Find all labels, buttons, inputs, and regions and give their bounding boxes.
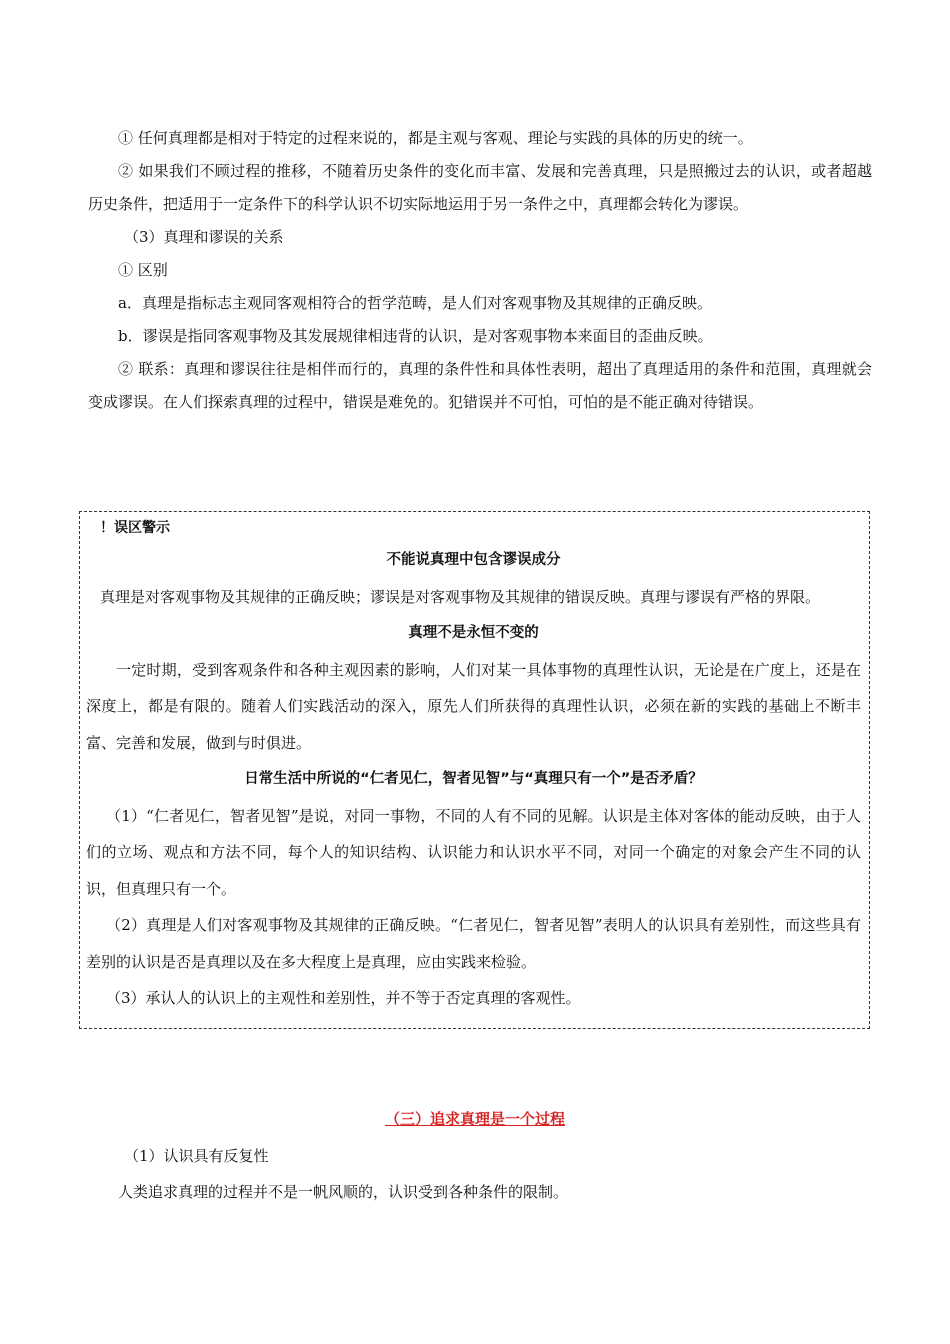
difference-b: b．谬误是指同客观事物及其发展规律相违背的认识，是对客观事物本来面目的歪曲反映。	[118, 327, 713, 345]
warning-title-1: 不能说真理中包含谬误成分	[386, 552, 561, 568]
warning-answer-2: （2）真理是人们对客观事物及其规律的正确反映。“仁者见仁，智者见智”表明人的认识具有差别性，而这些具有差别的认识是否是真理以及在多大程度上是真理，应由实践来检验。	[86, 916, 861, 971]
warning-answer-1: （1）“仁者见仁，智者见智”是说，对同一事物，不同的人有不同的见解。认识是主体对客体的能动反映，由于人们的立场、观点和方法不同，每个人的知识结构、认识能力和认识水平不同，对同一个确定的对象会产生不同的认识，但真理只有一个。	[86, 806, 861, 898]
warning-label: ！误区警示	[100, 520, 170, 536]
warning-paragraph-2: 一定时期，受到客观条件和各种主观因素的影响，人们对某一具体事物的真理性认识，无论是在广度上，还是在深度上，都是有限的。随着人们实践活动的深入，原先人们所获得的真理性认识，必须在新的实践的基础上不断丰富、完善和发展，做到与时俱进。	[86, 660, 861, 752]
warning-box	[79, 511, 870, 1029]
intro-section	[88, 122, 872, 419]
section-body	[88, 1138, 872, 1210]
point-2: ② 如果我们不顾过程的推移，不随着历史条件的变化而丰富、发展和完善真理，只是照搬过去的认识，或者超越历史条件，把适用于一定条件下的科学认识不切实际地运用于另一条件之中，真理都会转化为谬误。	[88, 162, 872, 213]
section-paragraph-1: 人类追求真理的过程并不是一帆风顺的，认识受到各种条件的限制。	[118, 1183, 569, 1201]
difference-a: a．真理是指标志主观同客观相符合的哲学范畴，是人们对客观事物及其规律的正确反映。	[118, 294, 712, 312]
heading-truth-error-relation: （3）真理和谬误的关系	[124, 228, 284, 246]
connection-paragraph: ② 联系：真理和谬误往往是相伴而行的，真理的条件性和具体性表明，超出了真理适用的条件和范围，真理就会变成谬误。在人们探索真理的过程中，错误是难免的。犯错误并不可怕，可怕的是不能正确对待错误。	[88, 360, 872, 411]
difference-heading: ① 区别	[118, 261, 168, 279]
warning-title-2: 真理不是永恒不变的	[408, 625, 539, 641]
warning-title-3: 日常生活中所说的“仁者见仁，智者见智”与“真理只有一个”是否矛盾？	[244, 771, 703, 787]
warning-paragraph-1: 真理是对客观事物及其规律的正确反映；谬误是对客观事物及其规律的错误反映。真理与谬误有严格的界限。	[100, 587, 821, 606]
section-heading-1: （1）认识具有反复性	[124, 1147, 269, 1165]
warning-answer-3: （3）承认人的认识上的主观性和差别性，并不等于否定真理的客观性。	[106, 989, 581, 1007]
point-1: ① 任何真理都是相对于特定的过程来说的，都是主观与客观、理论与实践的具体的历史的统一。	[118, 129, 753, 147]
section-title: （三）追求真理是一个过程	[384, 1110, 565, 1128]
